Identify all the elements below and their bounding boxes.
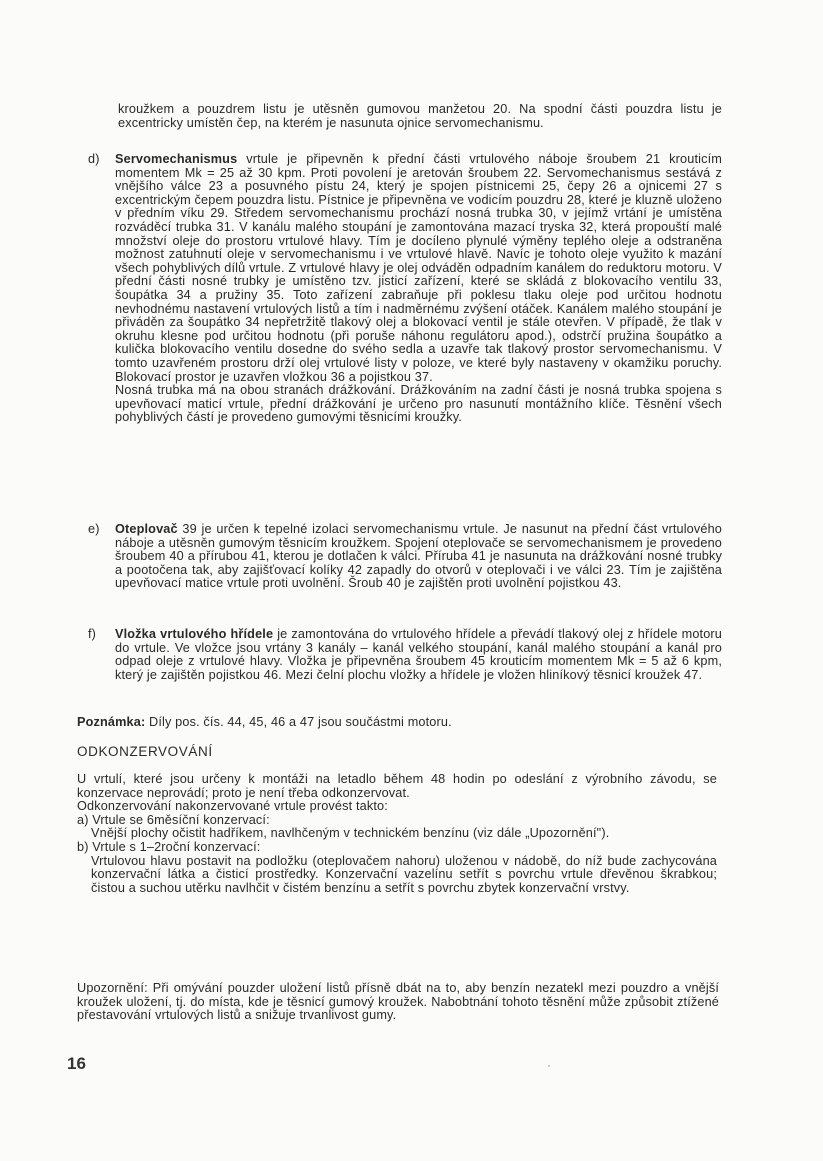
odk-a-text: Vnější plochy očistit hadříkem, navlhčeným v technickém benzínu (viz dále „Upozornění"). <box>91 826 610 841</box>
section-d-paragraph-2: Nosná trubka má na obou stranách drážkování. Drážkováním na zadní části je nosná trubka spojena s upevňovací maticí vrtule, přední drážkování je určeno pro nasunutí montážního klíče. Těsnění všech pohyblivých částí je provedeno gumovými těsnicími kroužky. <box>115 383 722 425</box>
warning-label: Upozornění: <box>77 981 148 995</box>
section-d-paragraph <box>115 153 722 384</box>
intro-paragraph: kroužkem a pouzdrem listu je utěsněn gumovou manžetou 20. Na spodní části pouzdra listu je excentricky umístěn čep, na kterém je nasunuta ojnice servomechanismu. <box>118 102 722 130</box>
note-text: Díly pos. čís. 44, 45, 46 a 47 jsou součástmi motoru. <box>149 715 452 729</box>
section-heading: ODKONZERVOVÁNÍ <box>77 744 213 759</box>
section-e-label: e) <box>88 522 100 536</box>
section-d-title: Servomechanismus <box>115 152 238 166</box>
section-f-label: f) <box>88 627 97 641</box>
note-label: Poznámka: <box>77 715 146 729</box>
odk-paragraph-1: U vrtulí, které jsou určeny k montáži na letadlo během 48 hodin po odeslání z výrobního závodu, se konzervace neprovádí; proto je není třeba odkonzervovat. <box>77 772 717 800</box>
section-d <box>88 153 722 425</box>
section-d-text: vrtule je připevněn k přední části vrtulového náboje šroubem 21 krouticím momentem Mk = 25 až 30 kpm. Proti povolení je aretován šroubem 22. Servomechanismus sestává z vnějšího válce 23 a posuvného pístu 24, který je spojen pístnicemi 25, čepy 26 a ojnicemi 27 s excentrickým čepem pouzdra listu. Pístnice je připevněna ve vodicím pouzdru 28, které je kluzně uloženo v předním víku 29. Středem servomechanismu prochází nosná trubka 30, v jejímž vrtání je umístěna rozváděcí trubka 31. V kanálu malého stoupání je zamontována mazací tryska 32, která propouští malé množství oleje do prostoru vrtulové hlavy. Tím je docíleno plynulé výměny teplého oleje a odstraněna možnost zatuhnutí oleje v servomechanismu i ve vrtulové hlavě. Navíc je tohoto oleje využito k mazání všech pohyblivých dílů vrtule. Z vrtulové hlavy je olej odváděn odpadním kanálem do reduktoru motoru. V přední části nosné trubky je umístěno tzv. jisticí zařízení, které se skládá z blokovacího ventilu 33, šoupátka 34 a pružiny 35. Toto zařízení zabraňuje při poklesu tlaku oleje pod určitou hodnotu nevhodnému nastavení vrtulových listů a tím i nadměrnému zvýšení otáček. Kanálem malého stoupání je přiváděn za šoupátko 34 nepřetržitě tlakový olej a blokovací ventil je stále otevřen. V případě, že tlak v okruhu klesne pod určitou hodnotu (při poruše náhonu regulátoru apod.), odstrčí pružina šoupátko a kulička blokovacího ventilu dosedne do svého sedla a uzavře tak tlakový prostor servomechanismu. V tomto uzavřeném prostoru drží olej vrtulové listy v poloze, ve které byly nastaveny v okamžiku poruchy. Blokovací prostor je uzavřen vložkou 36 a pojistkou 37. <box>115 152 722 384</box>
page-number: 16 <box>67 1054 86 1073</box>
paper-speck <box>548 1065 550 1067</box>
section-f-paragraph <box>115 628 722 682</box>
warning-text: Při omývání pouzder uložení listů přísně dbát na to, aby benzín nezatekl mezi pouzdro a vnější kroužek uložení, tj. do místa, kde je těsnicí gumový kroužek. Nabobtnání tohoto těsnění může způsobit ztížené přestavování vrtulových listů a snižuje trvanlivost gumy. <box>77 981 719 1023</box>
odk-b-label: b) Vrtule s 1–2roční konzervací: <box>77 839 261 854</box>
odk-b-text: Vrtulovou hlavu postavit na podložku (oteplovačem nahoru) uloženou v nádobě, do níž bude zachycována konzervační látka a čisticí prostředky. Konzervační vazelínu setřít s povrchu vrtule dřevěnou škrabkou; čistou a suchou utěrku navlhčit v čistém benzínu a setřít s povrchu zbytek konzervační vrstvy. <box>91 853 717 895</box>
note-paragraph <box>77 716 717 730</box>
section-f-title: Vložka vrtulového hřídele <box>115 627 274 641</box>
section-f <box>88 628 722 682</box>
warning-paragraph <box>77 982 719 1023</box>
odk-a-label: a) Vrtule se 6měsíční konzervací: <box>77 812 270 827</box>
odk-paragraph-2: Odkonzervování nakonzervované vrtule provést takto: <box>77 799 388 814</box>
odkonzervovani-section <box>77 773 717 895</box>
section-d-label: d) <box>88 152 100 166</box>
section-e-text: 39 je určen k tepelné izolaci servomechanismu vrtule. Je nasunut na přední část vrtulového náboje a utěsněn gumovým těsnicím kroužkem. Spojení oteplovače se servomechanismem je provedeno šroubem 40 a přírubou 41, kterou je dotlačen k válci. Příruba 41 je nasunuta na drážkování nosné trubky a pootočena tak, aby zajišťovací kolíky 42 zapadly do otvorů v oteplovači i ve válci 23. Tím je zajištěna upevňovací matice vrtule proti uvolnění. Šroub 40 je zajištěn proti uvolnění pojistkou 43. <box>115 522 722 591</box>
section-e-paragraph <box>115 523 722 591</box>
section-f-text: je zamontována do vrtulového hřídele a převádí tlakový olej z hřídele motoru do vrtule. Ve vložce jsou vrtány 3 kanály – kanál velkého stoupání, kanál malého stoupání a kanál pro odpad oleje z vrtulové hlavy. Vložka je připevněna šroubem 45 krouticím momentem Mk = 5 až 6 kpm, který je zajištěn pojistkou 46. Mezi čelní plochu vložky a hřídele je vložen hliníkový těsnicí kroužek 47. <box>115 627 722 682</box>
section-e <box>88 523 722 591</box>
section-e-title: Oteplovač <box>115 522 178 536</box>
